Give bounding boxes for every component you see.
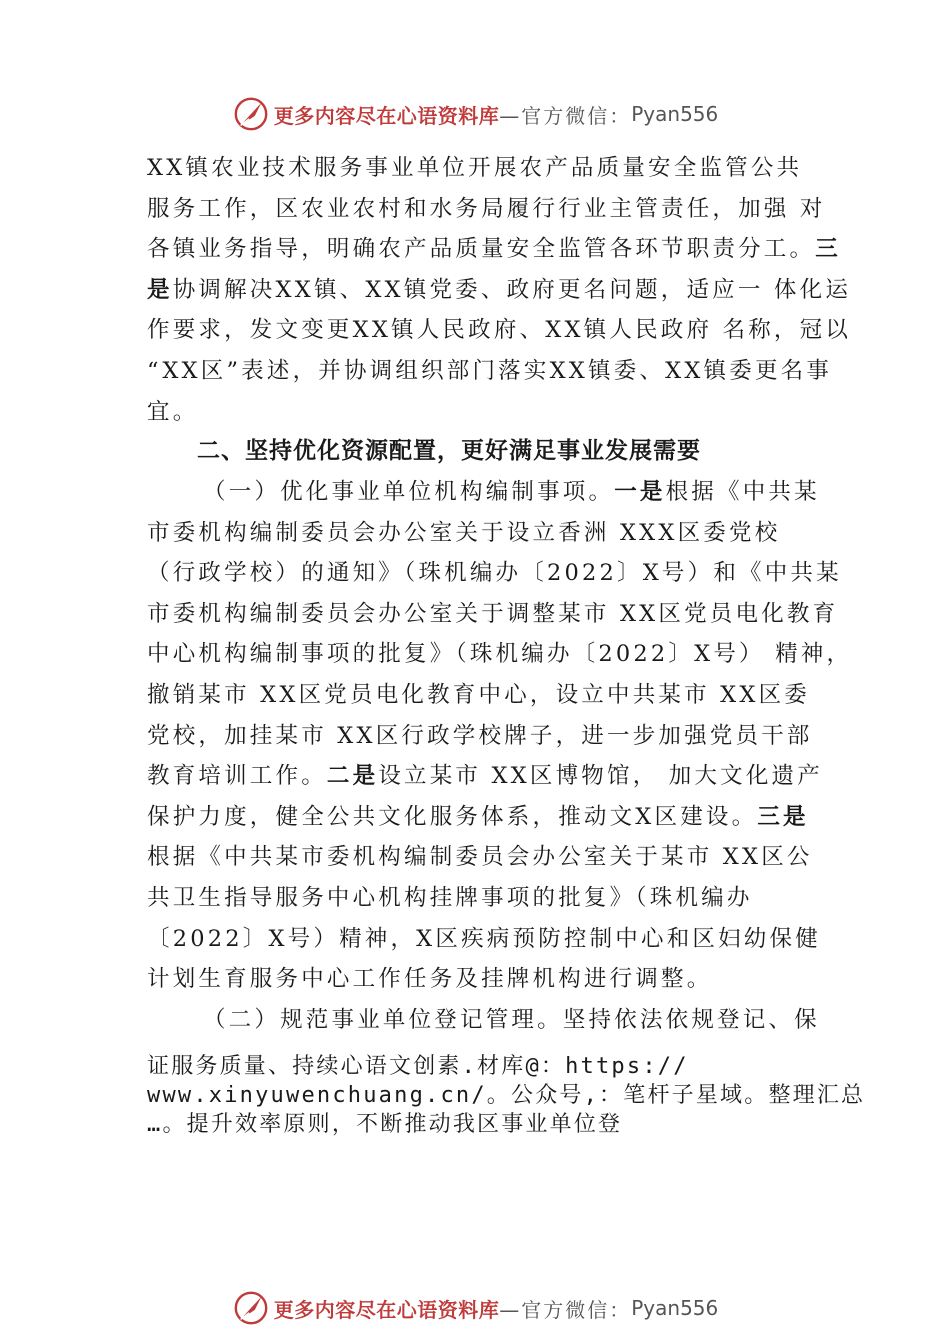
text-line [147,797,837,838]
banner-separator: —官方微信： [499,1297,632,1322]
text-run: 各镇业务指导，明确农产品质量安全监管各环节职责分工。 [147,236,816,263]
header-banner [0,94,950,134]
text-line: 中心机构编制事项的批复》（珠机编办〔2022〕X号） 精神， [147,641,853,668]
text-line: XX镇农业技术服务事业单位开展农产品质量安全监管公共 [147,155,803,181]
bold-run: 三是 [757,803,809,830]
text-line: 共卫生指导服务中心机构挂牌事项的批复》（珠机编办 [147,884,753,911]
text-line [147,229,841,270]
text-run: 坚持依法依规登记、保 [562,1006,820,1033]
quill-logo-icon [232,95,270,133]
bold-run: 一是 [614,479,666,505]
text-line: www.xinyuwenchuang.cn/。公众号,：笔杆子星域。整理汇总 [147,1083,866,1108]
text-line: 证服务质量、持续心语文创素.材库@：https:// [147,1054,689,1079]
text-line: 宜。 [147,398,199,425]
bold-run: 二是 [326,763,379,790]
text-line: 作要求，发文变更XX镇人民政府、XX镇人民政府 名称，冠以 [147,317,852,344]
text-line: 市委机构编制委员会办公室关于调整某市 XX区党员电化教育 [147,600,839,627]
text-line [147,472,837,513]
text-line: 党校，加挂某市 XX区行政学校牌子，进一步加强党员干部 [147,722,813,749]
banner-brand: 更多内容尽在心语资料库 [273,1297,500,1322]
banner-wechat-id: Pyan556 [631,1296,719,1320]
text-run: 根据《中共某 [665,479,820,505]
text-run: 教育培训工作。 [147,763,327,790]
text-run: 设立某市 XX区博物馆， 加大文化遗产 [378,763,823,790]
paragraph-1 [147,148,852,432]
text-line: 撤销某市 XX区党员电化教育中心，设立中共某市 XX区委 [147,681,810,708]
text-line [147,1000,837,1041]
text-line [147,756,837,797]
text-line: 〔2022〕X号）精神，X区疾病预防控制中心和区妇幼保健 [147,925,821,952]
banner-wechat-id: Pyan556 [631,102,719,126]
text-run: （一）优化事业单位机构编制事项。 [203,479,615,505]
footer-banner [0,1288,950,1328]
text-line: 市委机构编制委员会办公室关于设立香洲 XXX区委党校 [147,519,781,546]
banner-separator: —官方微信： [499,103,632,128]
text-line: （行政学校）的通知》（珠机编办〔2022〕X号）和《中共某 [147,560,842,587]
bold-run: 是 [147,276,173,303]
text-line: “XX区”表述，并协调组织部门落实XX镇委、XX镇委更名事 [147,357,833,384]
text-line: …。提升效率原则，不断推动我区事业单位登 [147,1112,623,1137]
text-line: 服务工作，区农业农村和水务局履行行业主管责任，加强 对 [147,195,826,222]
paragraph-tail [147,1052,866,1139]
text-run: （二）规范事业单位登记管理。 [203,1006,563,1033]
text-line: 计划生育服务中心工作任务及挂牌机构进行调整。 [147,966,713,993]
banner-brand: 更多内容尽在心语资料库 [273,103,500,128]
section-heading: 二、坚持优化资源配置，更好满足事业发展需要 [197,438,701,464]
bold-run: 三 [815,236,841,263]
text-line [147,270,852,311]
text-line: 根据《中共某市委机构编制委员会办公室关于某市 XX区公 [147,844,813,871]
paragraph-2 [147,472,853,1040]
quill-logo-icon [232,1289,270,1327]
text-run: 保护力度，健全公共文化服务体系，推动文X区建设。 [147,803,758,830]
text-run: 协调解决XX镇、XX镇党委、政府更名问题，适应一 体化运 [172,276,852,303]
